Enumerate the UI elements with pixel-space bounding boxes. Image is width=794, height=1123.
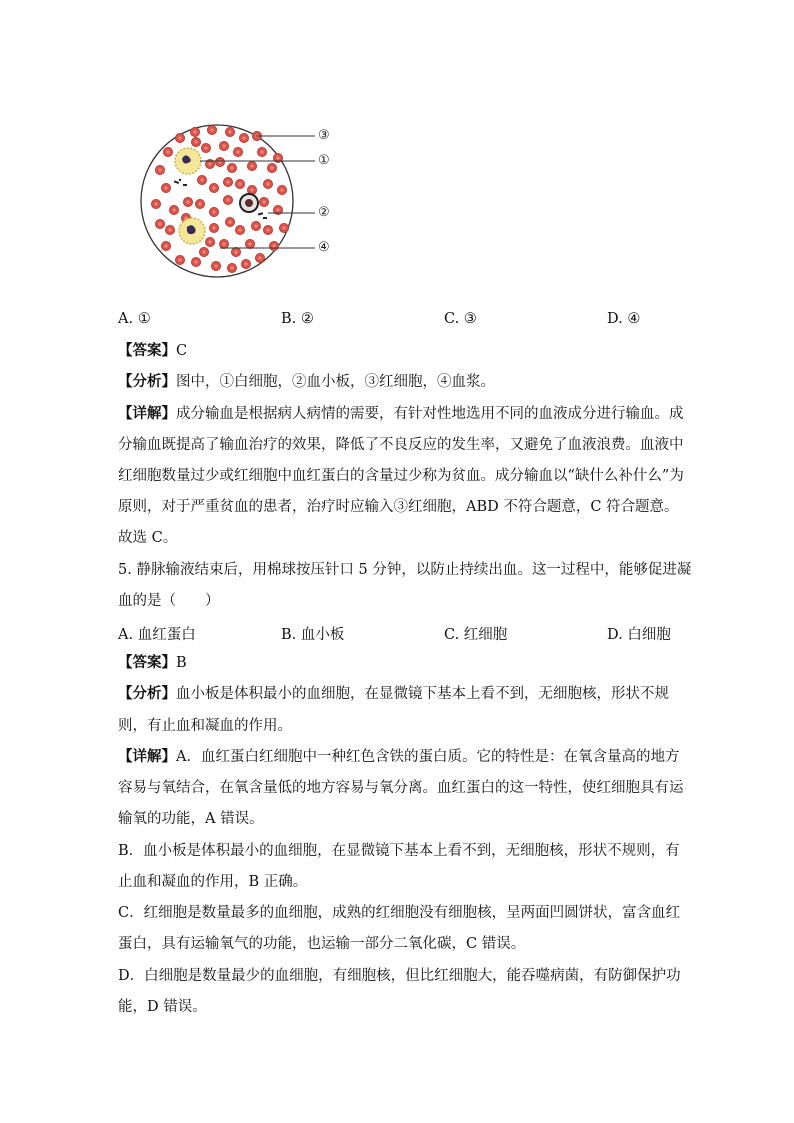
analysis-tag: 【分析】 [118,685,176,702]
red-blood-cell-center [242,136,245,139]
q4-detail-line: 故选 C。 [118,530,178,546]
q5-detail-line: 容易与氧结合，在氧含量低的地方容易与氧分离。血红蛋白的这一特性，使红细胞具有运 [118,780,684,796]
red-blood-cell-center [266,228,269,231]
q5-detail-line: B．血小板是体积最小的血细胞，在显微镜下基本上看不到，无细胞核，形状不规则，有 [118,843,680,859]
q4-detail-line: 红细胞数量过少或红细胞中血红蛋白的含量过少称为贫血。成分输血以“缺什么补什么”为 [118,468,684,484]
white-blood-cell-mid [240,194,258,212]
red-blood-cell-center [214,264,217,267]
q5-option-b[interactable]: B. 血小板 [281,627,345,643]
red-blood-cell-center [272,244,275,247]
red-blood-cell-center [226,180,229,183]
analysis-text: 血小板是体积最小的血细胞，在显微镜下基本上看不到，无细胞核，形状不规 [176,686,669,702]
answer-text: B [176,655,187,671]
red-blood-cell-center [244,262,247,265]
figure-label-2: ② [318,205,330,220]
red-blood-cell-center [172,208,175,211]
red-blood-cell-center [230,266,233,269]
figure-label-1: ① [318,153,330,168]
red-blood-cell-center [200,178,203,181]
q5-option-d[interactable]: D. 白细胞 [607,627,671,643]
q5-stem-line: 5. 静脉输液结束后，用棉球按压针口 5 分钟，以防止持续出血。这一过程中，能够促进凝 [118,562,692,578]
q5-stem-line: 血的是（ ） [118,593,220,609]
white-blood-cell-top [175,148,201,174]
q5-option-c[interactable]: C. 红细胞 [444,627,508,643]
q5-option-a[interactable]: A. 血红蛋白 [118,627,196,643]
q4-detail-line: 分输血既提高了输血治疗的效果，降低了不良反应的发生率，又避免了血液浪费。血液中 [118,437,684,453]
red-blood-cell-center [158,222,161,225]
red-blood-cell-center [168,228,171,231]
red-blood-cell-center [262,200,265,203]
red-blood-cell-center [248,242,251,245]
red-blood-cell-center [230,166,233,169]
q5-detail-line: 能，D 错误。 [118,999,207,1015]
analysis-text: 图中，①白细胞，②血小板，③红细胞，④血浆。 [176,374,495,390]
q5-answer [118,653,187,673]
detail-text: 成分输血是根据病人病情的需要，有针对性地选用不同的血液成分进行输血。成 [176,406,684,422]
q4-analysis [118,372,495,392]
answer-text: C [176,343,188,359]
red-blood-cell-center [158,168,161,171]
red-blood-cell-center [204,146,207,149]
red-blood-cell-center [212,226,215,229]
red-blood-cell-center [258,256,261,259]
red-blood-cell-center [226,198,229,201]
red-blood-cell-center [238,228,241,231]
q4-option-c[interactable]: C. ③ [444,311,477,327]
figure-label-3: ③ [318,128,330,143]
figure-label-4: ④ [318,240,330,255]
detail-text: A．血红蛋白红细胞中一种红色含铁的蛋白质。它的特性是：在氧含量高的地方 [176,749,680,765]
detail-tag: 【详解】 [118,748,176,765]
answer-tag: 【答案】 [118,342,176,359]
red-blood-cell-center [228,130,231,133]
red-blood-cell-center [178,136,181,139]
detail-tag: 【详解】 [118,405,176,422]
red-blood-cell-center [270,166,273,169]
red-blood-cell-center [222,144,225,147]
red-blood-cell-center [254,224,257,227]
red-blood-cell-center [202,250,205,253]
q5-detail-line: D．白细胞是数量最少的血细胞，有细胞核，但比红细胞大，能吞噬病菌，有防御保护功 [118,968,681,984]
red-blood-cell-center [228,220,231,223]
analysis-tag: 【分析】 [118,373,176,390]
red-blood-cell-center [212,186,215,189]
q5-options [118,623,678,643]
q4-option-d[interactable]: D. ④ [607,311,641,327]
red-blood-cell-center [276,208,279,211]
red-blood-cell-center [234,250,237,253]
q4-detail-line: 原则，对于严重贫血的患者，治疗时应输入③红细胞，ABD 不符合题意，C 符合题意。 [118,499,679,515]
red-blood-cell-center [212,210,215,213]
red-blood-cell-center [266,182,269,185]
red-blood-cell-center [164,186,167,189]
red-blood-cell-center [208,240,211,243]
red-blood-cell-center [186,200,189,203]
red-blood-cell-center [250,164,253,167]
q5-detail-line: 输氧的功能，A 错误。 [118,811,264,827]
q5-analysis-line: 则，有止血和凝血的作用。 [118,718,292,734]
answer-tag: 【答案】 [118,654,176,671]
red-blood-cell-center [166,150,169,153]
q5-detail-line: 蛋白，具有运输氧气的功能，也运输一部分二氧化碳，C 错误。 [118,936,526,952]
red-blood-cell-center [260,150,263,153]
red-blood-cell-center [193,130,196,133]
red-blood-cell-center [198,202,201,205]
q5-detail-line: C．红细胞是数量最多的血细胞，成熟的红细胞没有细胞核，呈两面凹圆饼状，富含血红 [118,905,681,921]
white-blood-cell-bottom [179,218,205,244]
q4-option-a[interactable]: A. ① [118,311,151,327]
smear-boundary [141,125,293,277]
q5-analysis-line [118,684,669,704]
red-blood-cell-center [250,188,253,191]
blood-smear-figure [140,118,350,286]
red-blood-cell-center [222,242,225,245]
red-blood-cell-center [238,182,241,185]
q5-detail-line [118,747,679,767]
red-blood-cell-center [280,188,283,191]
red-blood-cell-center [154,202,157,205]
q4-answer [118,341,187,361]
red-blood-cell-center [208,162,211,165]
q4-options [118,311,678,331]
q5-detail-line: 止血和凝血的作用，B 正确。 [118,874,308,890]
red-blood-cell-center [282,226,285,229]
red-blood-cell-center [164,244,167,247]
red-blood-cell-center [210,128,213,131]
red-blood-cell-center [194,140,197,143]
red-blood-cell-center [194,260,197,263]
q4-detail-line [118,404,684,424]
red-blood-cell-center [236,150,239,153]
red-blood-cell-center [178,258,181,261]
red-blood-cell-center [276,156,279,159]
q4-option-b[interactable]: B. ② [281,311,314,327]
